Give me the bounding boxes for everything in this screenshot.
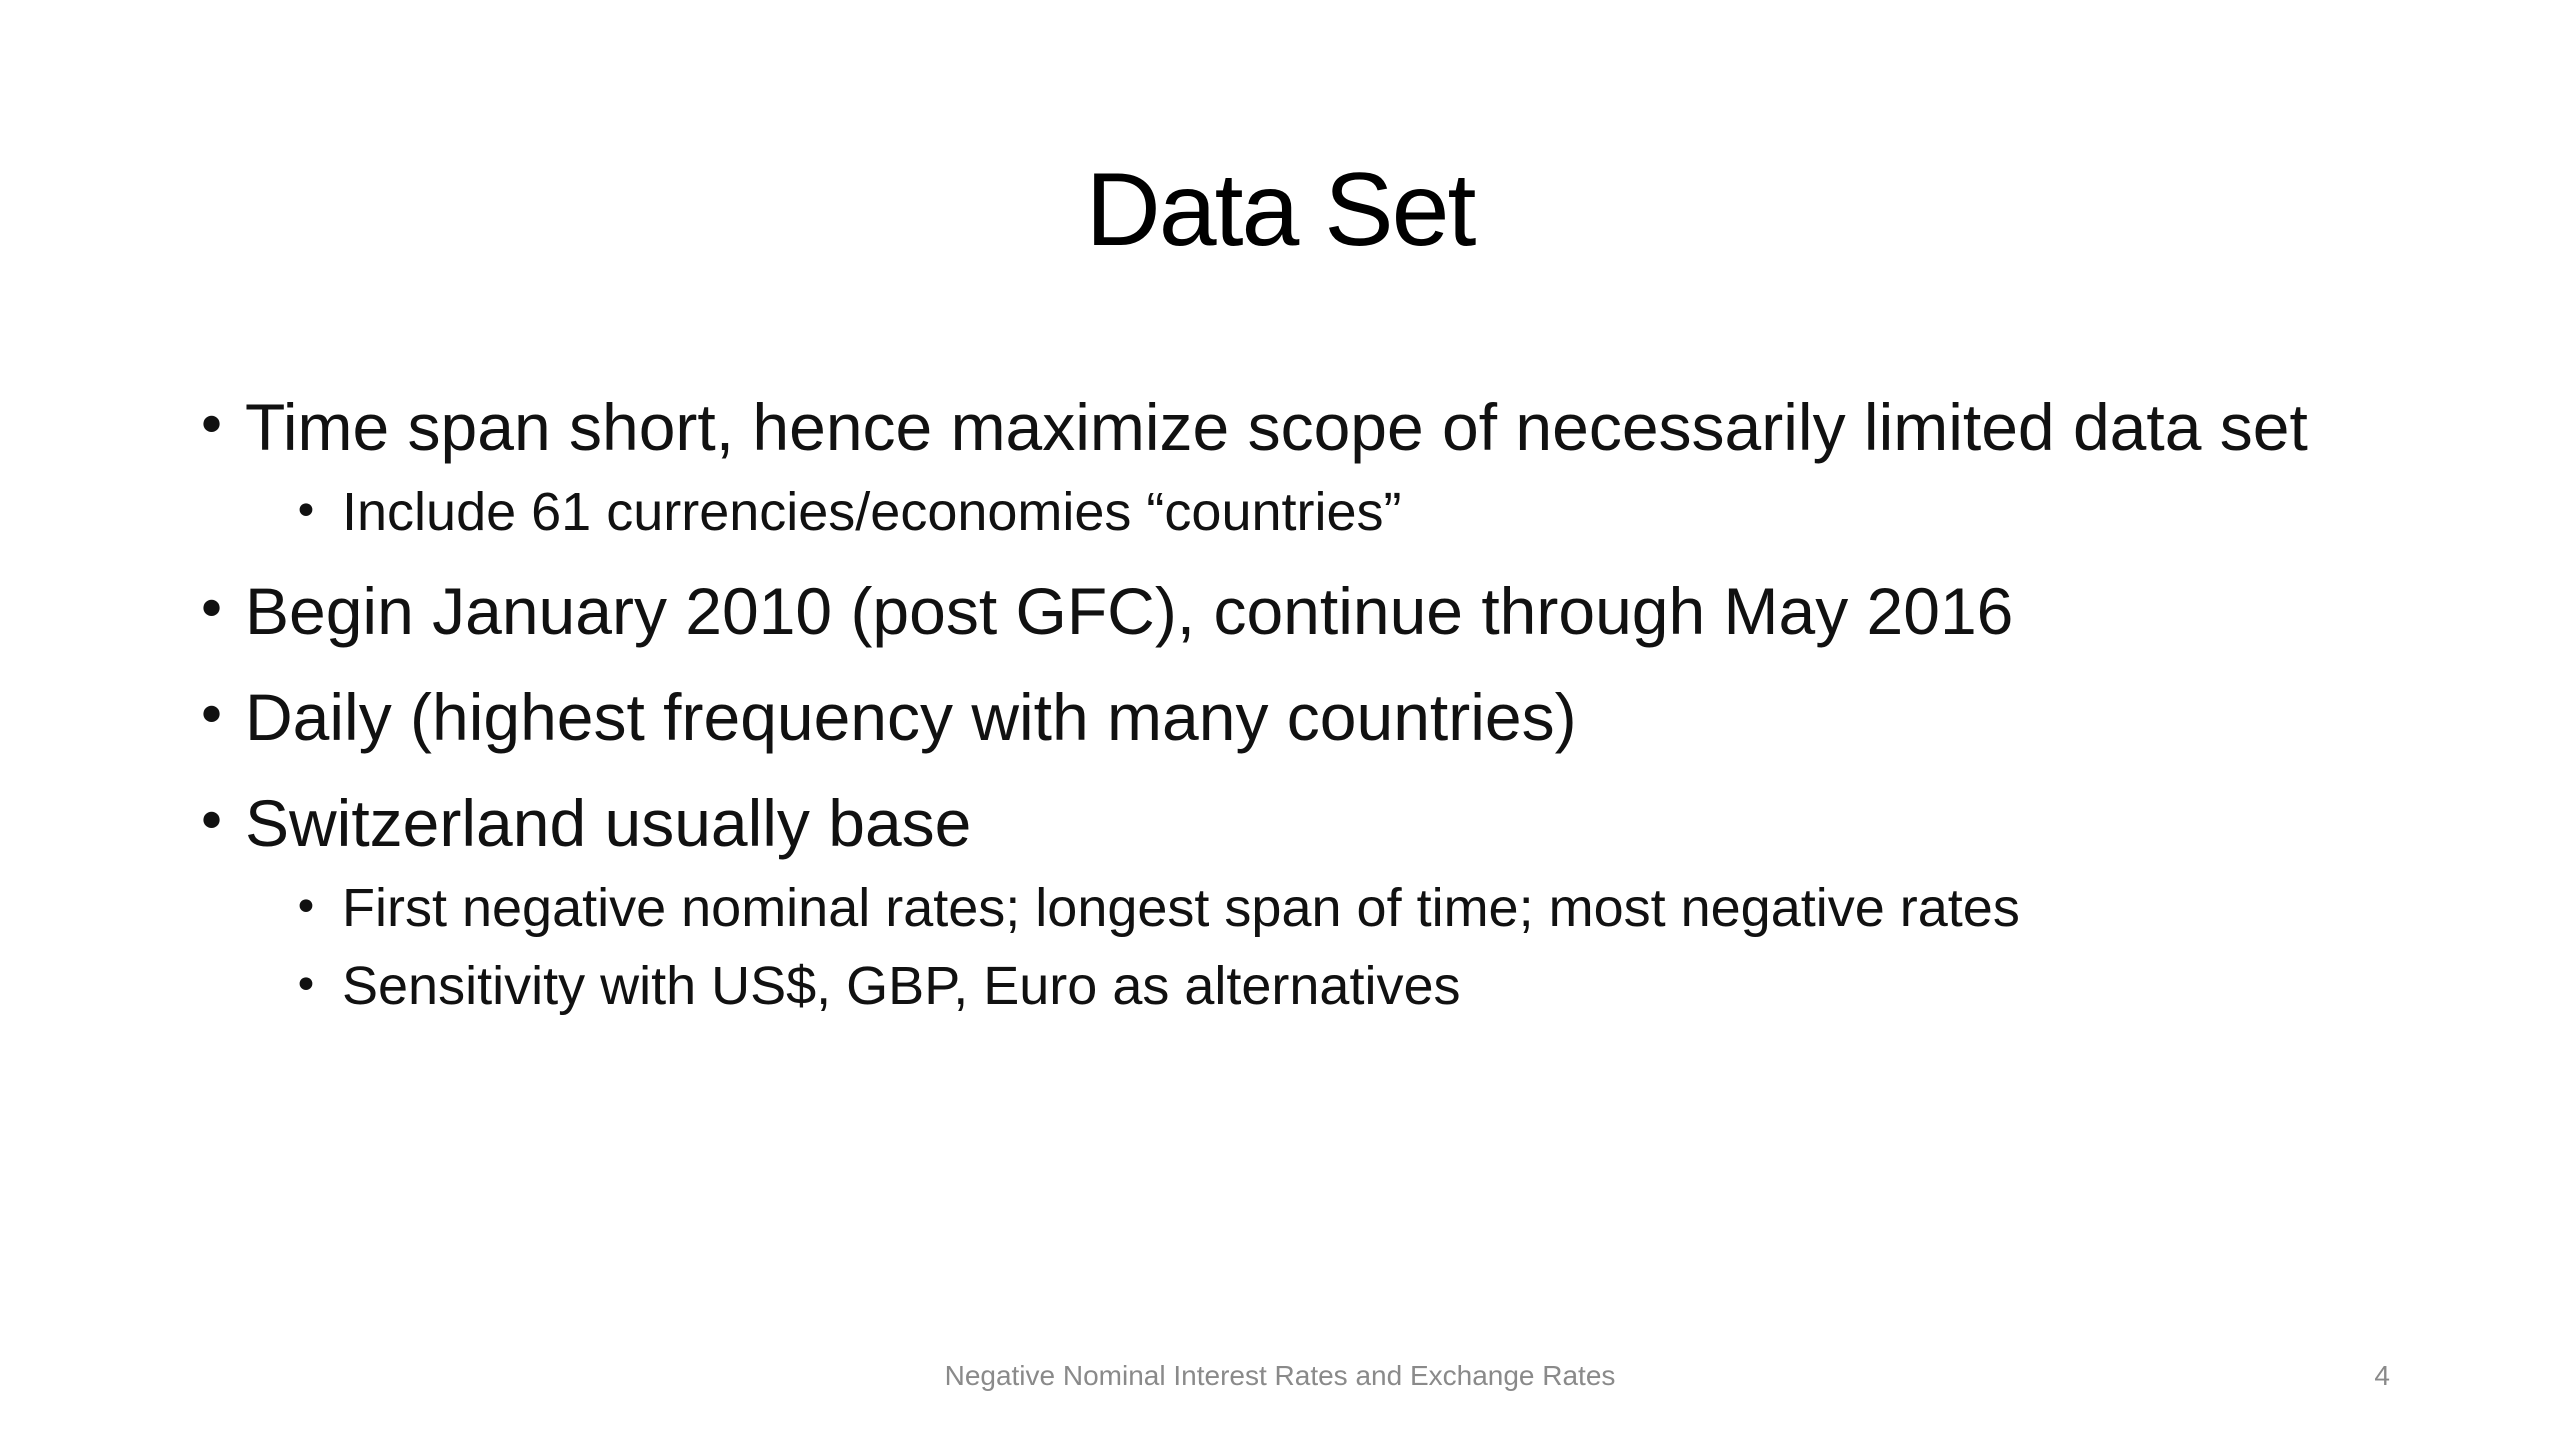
bullet-icon: • <box>195 394 229 459</box>
bullet-item <box>195 569 2475 653</box>
sub-bullet-text: Sensitivity with US$, GBP, Euro as alternatives <box>342 956 1461 1016</box>
bullet-text: Switzerland usually base <box>245 786 972 860</box>
slide-footer: Negative Nominal Interest Rates and Exchange Rates <box>944 1360 1616 1391</box>
bullet-item <box>195 675 2475 759</box>
bullet-icon: • <box>195 684 229 749</box>
bullet-item <box>195 385 2475 469</box>
bullet-icon: • <box>293 882 319 933</box>
sub-bullet-item <box>195 951 2475 1021</box>
slide-body <box>195 385 2475 1021</box>
slide-number: 4 <box>2374 1360 2390 1391</box>
bullet-icon: • <box>195 790 229 855</box>
sub-bullet-text: Include 61 currencies/economies “countries” <box>342 482 1402 542</box>
bullet-item <box>195 781 2475 865</box>
bullet-text: Time span short, hence maximize scope of necessarily limited data set <box>245 390 2308 464</box>
bullet-icon: • <box>195 578 229 643</box>
bullet-text: Daily (highest frequency with many countries) <box>245 680 1577 754</box>
bullet-icon: • <box>293 486 319 537</box>
sub-bullet-text: First negative nominal rates; longest span of time; most negative rates <box>342 878 2020 938</box>
sub-bullet-item <box>195 477 2475 547</box>
bullet-icon: • <box>293 960 319 1011</box>
slide-title: Data Set <box>1085 152 1475 268</box>
bullet-text: Begin January 2010 (post GFC), continue through May 2016 <box>245 574 2014 648</box>
sub-bullet-item <box>195 873 2475 943</box>
